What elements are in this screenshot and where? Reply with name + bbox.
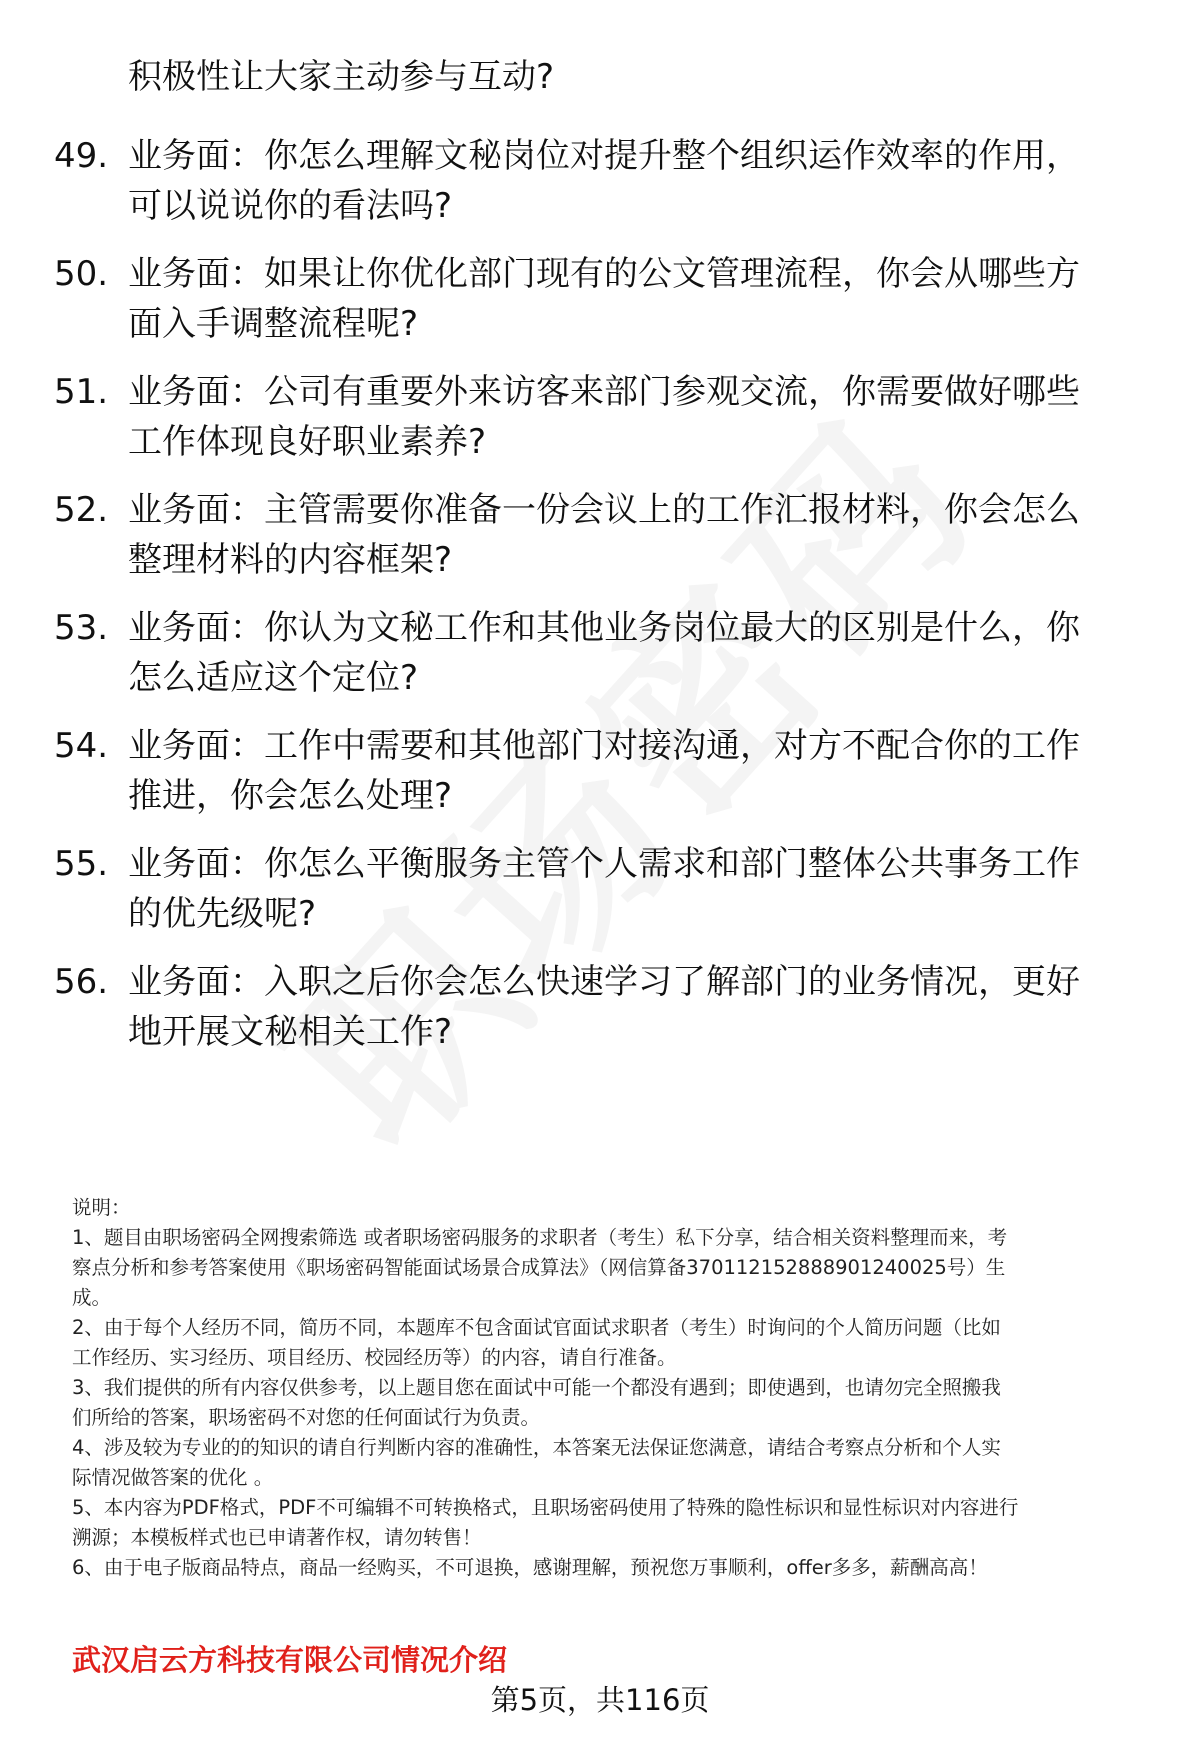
question-line: 可以说说你的看法吗? [128, 186, 453, 226]
note-line: 们所给的答案，职场密码不对您的任何面试行为负责。 [72, 1406, 541, 1429]
question-line: 业务面：你怎么理解文秘岗位对提升整个组织运作效率的作用， [128, 136, 1080, 176]
question-text [128, 839, 1138, 939]
question-line: 业务面：公司有重要外来访客来部门参观交流，你需要做好哪些 [128, 372, 1080, 412]
company-section-title: 武汉启云方科技有限公司情况介绍 [72, 1643, 508, 1677]
question-line: 业务面：你怎么平衡服务主管个人需求和部门整体公共事务工作 [128, 844, 1080, 884]
question-number: 52. [54, 490, 109, 530]
question-line: 业务面：入职之后你会怎么快速学习了解部门的业务情况，更好 [128, 962, 1080, 1002]
note-line: 3、我们提供的所有内容仅供参考，以上题目您在面试中可能一个都没有遇到；即使遇到，也请勿完全照搬我 [72, 1376, 1001, 1399]
question-text [128, 367, 1138, 467]
note-line: 成。 [72, 1286, 112, 1309]
question-line: 业务面：你认为文秘工作和其他业务岗位最大的区别是什么，你 [128, 608, 1080, 648]
note-line: 工作经历、实习经历、项目经历、校园经历等）的内容，请自行准备。 [72, 1346, 677, 1369]
question-number: 55. [54, 844, 109, 884]
question-number: 49. [54, 136, 109, 176]
note-line: 4、涉及较为专业的的知识的请自行判断内容的准确性，本答案无法保证您满意，请结合考察点分析和个人实 [72, 1436, 1001, 1459]
question-line: 怎么适应这个定位? [128, 658, 419, 698]
question-line: 业务面：主管需要你准备一份会议上的工作汇报材料，你会怎么 [128, 490, 1080, 530]
question-text [128, 485, 1138, 585]
continuation-line: 积极性让大家主动参与互动? [128, 57, 555, 97]
question-line: 工作体现良好职业素养? [128, 422, 487, 462]
question-line: 的优先级呢? [128, 894, 317, 934]
question-line: 整理材料的内容框架? [128, 540, 453, 580]
question-number: 51. [54, 372, 109, 412]
note-line: 6、由于电子版商品特点，商品一经购买，不可退换，感谢理解，预祝您万事顺利，offer多多，薪酬高高！ [72, 1556, 988, 1579]
question-line: 业务面：工作中需要和其他部门对接沟通，对方不配合你的工作 [128, 726, 1080, 766]
notes-heading: 说明： [72, 1196, 131, 1219]
note-line: 2、由于每个人经历不同，简历不同，本题库不包含面试官面试求职者（考生）时询问的个人简历问题（比如 [72, 1316, 1001, 1339]
question-text [128, 603, 1138, 703]
note-line: 溯源；本模板样式也已申请著作权，请勿转售！ [72, 1526, 482, 1549]
question-number: 54. [54, 726, 109, 766]
question-number: 56. [54, 962, 109, 1002]
question-text [128, 957, 1138, 1057]
note-line: 1、题目由职场密码全网搜索筛选 或者职场密码服务的求职者（考生）私下分享，结合相关资料整理而来，考 [72, 1226, 1008, 1249]
note-line: 察点分析和参考答案使用《职场密码智能面试场景合成算法》（网信算备370112152888901240025号）生 [72, 1256, 1006, 1279]
question-number: 53. [54, 608, 109, 648]
question-text [128, 721, 1138, 821]
note-line: 5、本内容为PDF格式，PDF不可编辑不可转换格式，且职场密码使用了特殊的隐性标识和显性标识对内容进行 [72, 1496, 1019, 1519]
question-number: 50. [54, 254, 109, 294]
question-line: 地开展文秘相关工作? [128, 1012, 453, 1052]
question-line: 推进，你会怎么处理? [128, 776, 453, 816]
page-number: 第5页，共116页 [490, 1683, 710, 1717]
notes-section [72, 1193, 1162, 1583]
question-text [128, 249, 1138, 349]
question-line: 业务面：如果让你优化部门现有的公文管理流程，你会从哪些方 [128, 254, 1080, 294]
question-text [128, 131, 1138, 231]
question-line: 面入手调整流程呢? [128, 304, 419, 344]
note-line: 际情况做答案的优化 。 [72, 1466, 274, 1489]
